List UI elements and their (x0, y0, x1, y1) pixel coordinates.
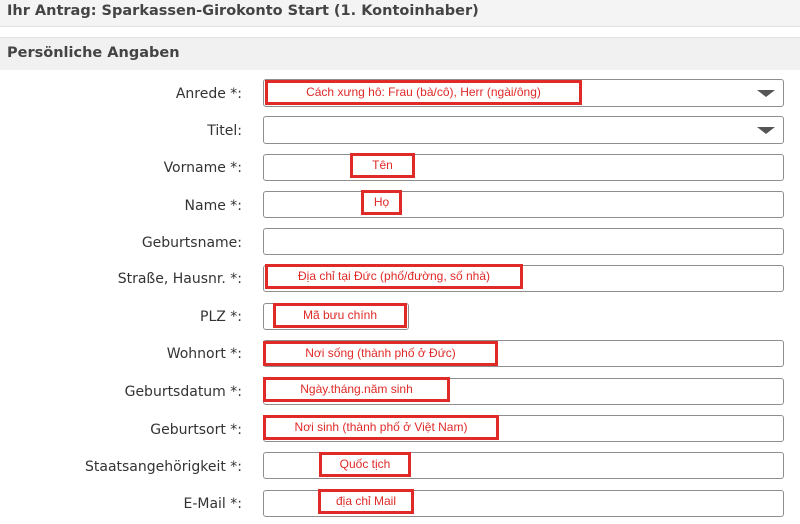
wohnort-label: Wohnort *: (166, 346, 242, 362)
application-header (0, 0, 800, 27)
geburtsdatum-note: Ngày.tháng.năm sinh (263, 377, 450, 402)
plz-note: Mã bưu chính (273, 303, 407, 328)
anrede-label: Anrede *: (175, 86, 242, 102)
name-input[interactable] (263, 191, 784, 218)
vorname-label: Vorname *: (163, 160, 242, 176)
application-title: Ihr Antrag: Sparkassen-Girokonto Start (1. Kontoinhaber) (7, 3, 479, 19)
titel-select[interactable] (263, 116, 784, 144)
strasse-label: Straße, Hausnr. *: (117, 271, 242, 287)
section-header (0, 37, 800, 70)
strasse-note: Địa chỉ tại Đức (phố/đường, số nhà) (265, 264, 523, 289)
wohnort-note: Nơi sống (thành phố ở Đức) (263, 341, 498, 366)
geburtsort-note: Nơi sinh (thành phố ở Việt Nam) (263, 415, 499, 440)
email-note: địa chỉ Mail (318, 489, 414, 514)
anrede-note: Cách xưng hô: Frau (bà/cô), Herr (ngài/ông) (265, 80, 582, 105)
titel-label: Titel: (207, 123, 242, 139)
name-label: Name *: (184, 198, 242, 214)
geburtsdatum-label: Geburtsdatum *: (124, 384, 242, 400)
plz-label: PLZ *: (200, 309, 242, 325)
section-title: Persönliche Angaben (7, 45, 180, 61)
chevron-down-icon (757, 127, 775, 134)
email-label: E-Mail *: (183, 496, 242, 512)
geburtsort-label: Geburtsort *: (150, 422, 242, 438)
chevron-down-icon (757, 90, 775, 97)
staatsangehoerigkeit-label: Staatsangehörigkeit *: (84, 459, 242, 475)
vorname-note: Tên (350, 153, 415, 178)
name-note: Họ (361, 190, 402, 215)
geburtsname-label: Geburtsname: (141, 235, 242, 251)
vorname-input[interactable] (263, 154, 784, 181)
geburtsname-input[interactable] (263, 228, 784, 255)
staatsangehoerigkeit-note: Quốc tịch (319, 452, 411, 477)
